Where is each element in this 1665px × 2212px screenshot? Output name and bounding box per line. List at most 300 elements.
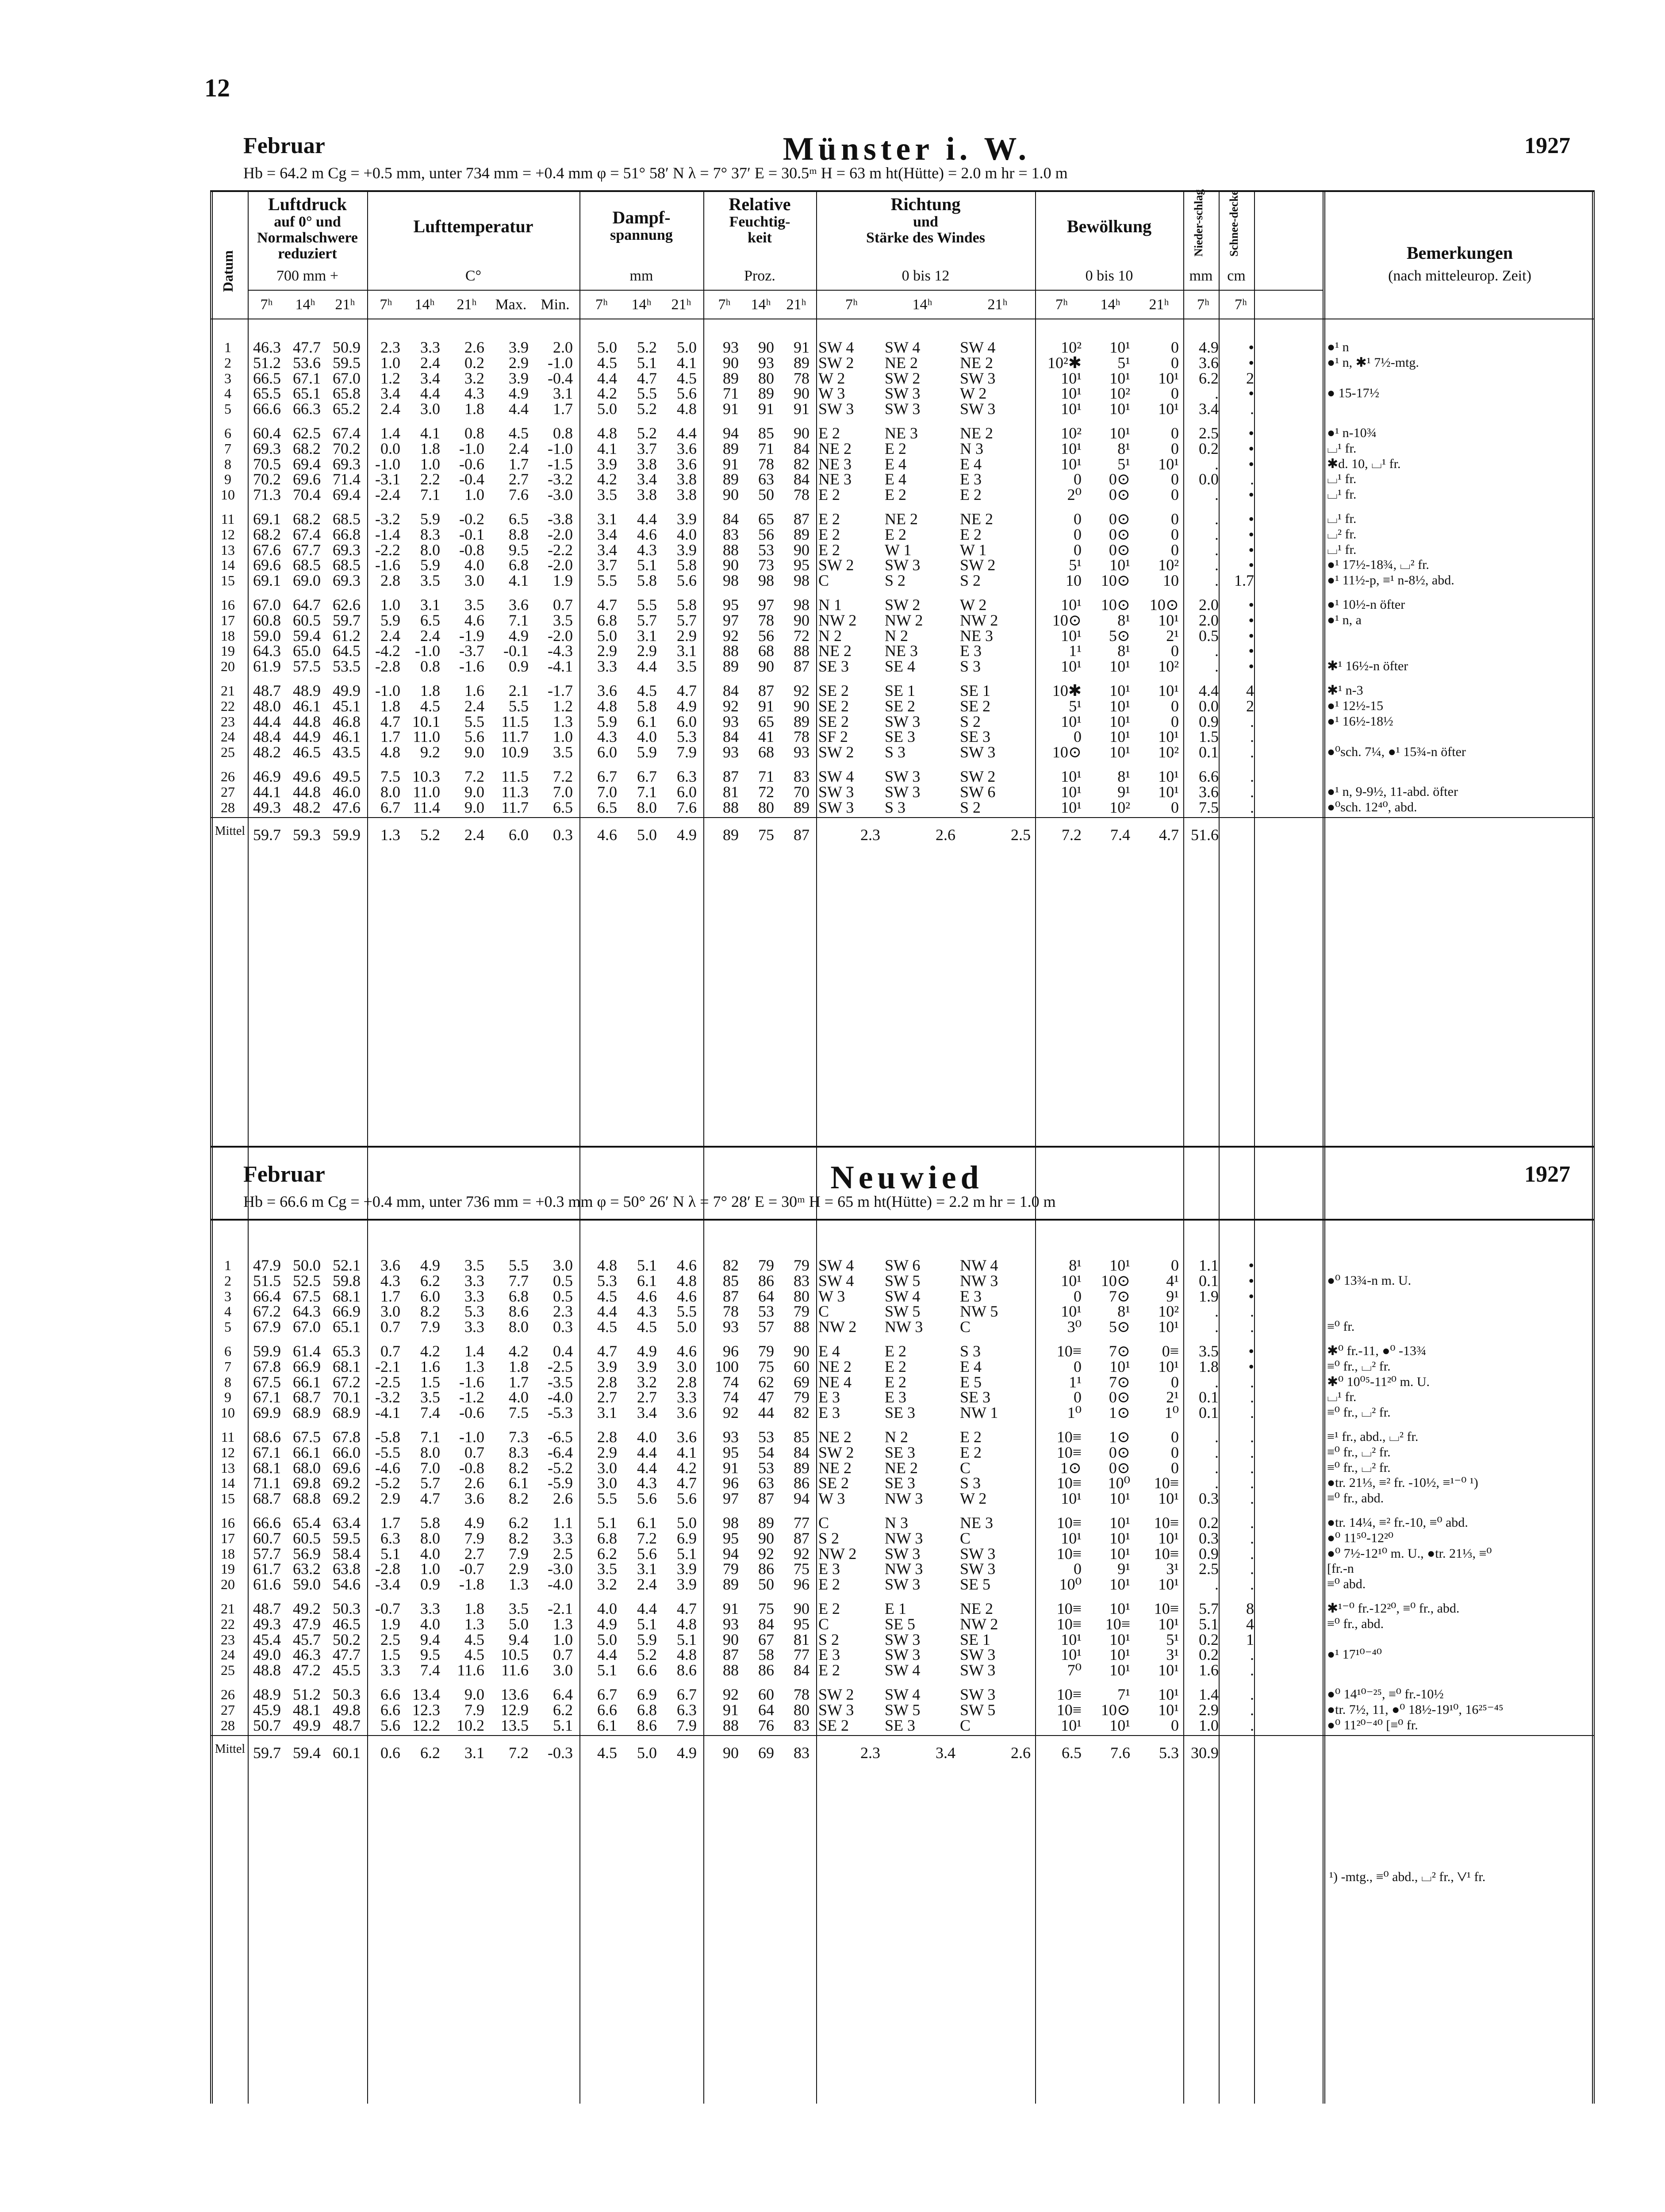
data-cell: E 2 bbox=[818, 1600, 840, 1617]
data-cell: 10¹ bbox=[1109, 1529, 1130, 1547]
data-cell: SW 4 bbox=[885, 1287, 921, 1305]
data-cell: . bbox=[1250, 1529, 1254, 1547]
data-cell: 10¹ bbox=[1109, 556, 1130, 574]
data-cell: 0 bbox=[1171, 525, 1179, 543]
data-cell: 6.1 bbox=[637, 1271, 657, 1290]
data-cell: 95 bbox=[723, 1443, 739, 1461]
data-cell: E 2 bbox=[885, 1373, 906, 1391]
data-cell: 5.5 bbox=[677, 1302, 697, 1321]
data-cell: 10¹ bbox=[1061, 439, 1082, 457]
data-cell: • bbox=[1248, 424, 1254, 442]
data-cell: N 3 bbox=[960, 439, 983, 457]
header-lufttemperatur bbox=[367, 217, 579, 236]
data-cell: 69.4 bbox=[293, 455, 321, 473]
data-cell: 5.0 bbox=[677, 1514, 697, 1532]
data-cell: 7.5 bbox=[380, 768, 400, 785]
data-cell: 5.6 bbox=[464, 728, 484, 746]
data-cell: 5.8 bbox=[637, 697, 657, 715]
data-cell: 1.7 bbox=[380, 1514, 400, 1532]
data-cell: 1.0 bbox=[420, 1560, 440, 1578]
data-cell: 0.2 bbox=[1199, 1646, 1219, 1664]
data-cell: SE 3 bbox=[818, 657, 849, 676]
data-cell: 10≡ bbox=[1056, 1514, 1082, 1532]
data-cell: 8.3 bbox=[420, 525, 440, 543]
data-cell: 2.4 bbox=[420, 353, 440, 372]
data-cell: 71.4 bbox=[333, 470, 361, 488]
data-cell: . bbox=[1250, 1544, 1254, 1563]
data-cell: 10≡ bbox=[1056, 1342, 1082, 1360]
data-cell: 68.7 bbox=[293, 1388, 321, 1406]
data-cell: 7.7 bbox=[509, 1271, 529, 1290]
data-cell: 7.5 bbox=[1199, 798, 1219, 816]
data-cell: 68.2 bbox=[253, 525, 281, 543]
data-cell: 52.5 bbox=[293, 1271, 321, 1290]
data-cell: SW 3 bbox=[885, 1575, 921, 1594]
data-cell: . bbox=[1250, 1661, 1254, 1679]
data-cell: . bbox=[1250, 470, 1254, 488]
remark: ≡¹ fr., abd., ⌴² fr. bbox=[1327, 1429, 1419, 1444]
data-cell: 10¹ bbox=[1158, 1701, 1179, 1719]
data-cell: SW 3 bbox=[885, 400, 921, 418]
data-cell: -6.5 bbox=[548, 1428, 573, 1446]
data-cell: 46.3 bbox=[253, 338, 281, 356]
day-number: 4 bbox=[224, 385, 231, 402]
data-cell: 66.6 bbox=[253, 400, 281, 418]
data-cell: 45.4 bbox=[253, 1630, 281, 1648]
data-cell: . bbox=[1250, 400, 1254, 418]
data-cell: 5.5 bbox=[637, 384, 657, 403]
data-cell: 64 bbox=[758, 1287, 774, 1305]
data-cell: SW 3 bbox=[885, 384, 921, 403]
data-cell: 10≡ bbox=[1056, 1686, 1082, 1703]
data-cell: 67.7 bbox=[293, 541, 321, 559]
data-cell: 0.3 bbox=[1199, 1490, 1219, 1508]
data-cell: -5.2 bbox=[375, 1474, 400, 1492]
data-cell: 8¹ bbox=[1117, 439, 1130, 457]
data-cell: -1.4 bbox=[375, 525, 400, 543]
data-cell: 3.5 bbox=[509, 1600, 529, 1617]
data-cell: 1.8 bbox=[420, 439, 440, 457]
data-cell: 50.3 bbox=[333, 1686, 361, 1703]
data-cell: . bbox=[1215, 572, 1219, 590]
data-cell: 59.0 bbox=[253, 626, 281, 645]
data-cell: . bbox=[1250, 783, 1254, 801]
data-cell: 9¹ bbox=[1166, 1287, 1179, 1305]
day-number: 25 bbox=[221, 744, 235, 760]
data-cell: 0 bbox=[1171, 486, 1179, 504]
data-cell: 66.0 bbox=[333, 1443, 361, 1461]
data-cell: NW 3 bbox=[885, 1490, 923, 1508]
data-cell: E 4 bbox=[885, 455, 906, 473]
data-cell: 91 bbox=[758, 400, 774, 418]
data-cell: 7⊙ bbox=[1109, 1373, 1130, 1391]
mittel-rule bbox=[210, 1735, 1595, 1736]
data-cell: S 3 bbox=[885, 743, 906, 761]
data-cell: 49.9 bbox=[333, 682, 361, 699]
header-relative-feuchtigkeit bbox=[703, 195, 816, 246]
day-number: 18 bbox=[221, 1545, 235, 1562]
data-cell: 59.9 bbox=[253, 1342, 281, 1360]
data-cell: 92 bbox=[723, 626, 739, 645]
mittel-value: 6.0 bbox=[509, 826, 529, 844]
data-cell: • bbox=[1248, 541, 1254, 559]
data-cell: 4.7 bbox=[677, 682, 697, 699]
day-number: 2 bbox=[224, 1272, 231, 1289]
data-cell: 1.7 bbox=[509, 455, 529, 473]
data-cell: SW 3 bbox=[885, 1630, 921, 1648]
data-cell: 0 bbox=[1171, 439, 1179, 457]
data-cell: 11.3 bbox=[501, 783, 529, 801]
data-cell: 10² bbox=[1109, 798, 1130, 816]
data-cell: 66.1 bbox=[293, 1373, 321, 1391]
data-cell: 4.6 bbox=[464, 611, 484, 629]
data-cell: 76 bbox=[758, 1716, 774, 1734]
data-cell: -1.0 bbox=[459, 439, 484, 457]
data-cell: 3.4 bbox=[637, 1404, 657, 1422]
data-cell: 49.9 bbox=[293, 1716, 321, 1734]
day-number: 3 bbox=[224, 370, 231, 386]
day-number: 21 bbox=[221, 683, 235, 699]
data-cell: 0 bbox=[1074, 1560, 1082, 1578]
data-cell: 3.3 bbox=[597, 657, 617, 676]
data-cell: 11.7 bbox=[501, 798, 529, 816]
data-cell: E 3 bbox=[818, 1560, 840, 1578]
data-cell: 79 bbox=[794, 1388, 809, 1406]
data-cell: -3.1 bbox=[375, 470, 400, 488]
hour-label: 14ʰ bbox=[1100, 296, 1120, 313]
data-cell: SE 3 bbox=[885, 1716, 916, 1734]
data-cell: 10¹ bbox=[1158, 1575, 1179, 1594]
data-cell: 67.0 bbox=[333, 369, 361, 387]
data-cell: 6.6 bbox=[380, 1701, 400, 1719]
data-cell: . bbox=[1250, 1575, 1254, 1594]
data-cell: SW 5 bbox=[960, 1701, 996, 1719]
data-cell: 53 bbox=[758, 541, 774, 559]
data-cell: 96 bbox=[723, 1342, 739, 1360]
data-cell: 86 bbox=[758, 1560, 774, 1578]
data-cell: 90 bbox=[758, 338, 774, 356]
data-cell: 4.0 bbox=[597, 1600, 617, 1617]
data-cell: SE 1 bbox=[960, 682, 991, 699]
data-cell: 100 bbox=[715, 1357, 739, 1375]
data-cell: 1.7 bbox=[553, 400, 573, 418]
data-cell: 0⊙ bbox=[1109, 470, 1130, 488]
data-cell: N 1 bbox=[818, 596, 842, 614]
data-cell: • bbox=[1248, 1342, 1254, 1360]
data-cell: 3.6 bbox=[1199, 353, 1219, 372]
mittel-value: 4.5 bbox=[597, 1744, 617, 1762]
data-cell: SE 2 bbox=[818, 1474, 849, 1492]
data-cell: 59.5 bbox=[333, 353, 361, 372]
data-cell: 88 bbox=[723, 642, 739, 660]
data-cell: 50 bbox=[758, 1575, 774, 1594]
data-cell: -2.5 bbox=[375, 1373, 400, 1391]
data-cell: 90 bbox=[794, 1600, 809, 1617]
data-cell: 10² bbox=[1158, 657, 1179, 676]
mittel-value: 5.2 bbox=[420, 826, 440, 844]
data-cell: 87 bbox=[794, 1529, 809, 1547]
data-cell: SW 2 bbox=[818, 1686, 854, 1703]
data-cell: 97 bbox=[723, 611, 739, 629]
header-luftdruck-line: reduziert bbox=[278, 246, 337, 262]
data-cell: 7.3 bbox=[509, 1428, 529, 1446]
data-cell: 3.9 bbox=[509, 369, 529, 387]
data-cell: 1¹ bbox=[1069, 1373, 1082, 1391]
data-cell: 5.2 bbox=[637, 400, 657, 418]
remark: ●¹ 10½-n öfter bbox=[1327, 597, 1405, 612]
data-cell: 3.4 bbox=[597, 525, 617, 543]
data-cell: 6.8 bbox=[509, 556, 529, 574]
data-cell: 4.4 bbox=[509, 400, 529, 418]
data-cell: 8.2 bbox=[509, 1459, 529, 1477]
data-cell: • bbox=[1248, 1287, 1254, 1305]
data-cell: 5.9 bbox=[637, 1630, 657, 1648]
data-cell: 10¹ bbox=[1061, 400, 1082, 418]
data-cell: 2.5 bbox=[380, 1630, 400, 1648]
data-cell: 2.8 bbox=[597, 1373, 617, 1391]
mittel-label: Mittel bbox=[215, 824, 246, 838]
data-cell: 51.5 bbox=[253, 1271, 281, 1290]
data-cell: 10¹ bbox=[1109, 743, 1130, 761]
data-cell: 0 bbox=[1171, 798, 1179, 816]
remark: ⌴¹ fr. bbox=[1327, 542, 1357, 557]
data-cell: 58 bbox=[758, 1646, 774, 1664]
data-cell: 0 bbox=[1171, 424, 1179, 442]
data-cell: -4.3 bbox=[548, 642, 573, 660]
hour-label: 21ʰ bbox=[786, 296, 806, 313]
data-cell: SE 2 bbox=[885, 697, 916, 715]
data-cell: 90 bbox=[794, 611, 809, 629]
data-cell: 82 bbox=[723, 1256, 739, 1274]
data-cell: 48.7 bbox=[333, 1716, 361, 1734]
day-number: 8 bbox=[224, 456, 231, 472]
data-cell: 59.5 bbox=[333, 1529, 361, 1547]
data-cell: 1.4 bbox=[380, 424, 400, 442]
data-cell: 10¹ bbox=[1061, 369, 1082, 387]
data-cell: 67.0 bbox=[253, 596, 281, 614]
data-cell: 6.8 bbox=[597, 611, 617, 629]
data-cell: N 2 bbox=[885, 626, 908, 645]
remark: ●¹ 11½-p, ≡¹ n-8½, abd. bbox=[1327, 573, 1454, 588]
data-cell: 6.8 bbox=[637, 1701, 657, 1719]
data-cell: 4.0 bbox=[637, 728, 657, 746]
data-cell: 0.3 bbox=[1199, 1529, 1219, 1547]
data-cell: -1.2 bbox=[459, 1388, 484, 1406]
data-cell: SE 3 bbox=[885, 1474, 916, 1492]
data-cell: E 2 bbox=[818, 1575, 840, 1594]
data-cell: 3.2 bbox=[464, 369, 484, 387]
data-cell: 11.5 bbox=[501, 712, 529, 730]
data-cell: 96 bbox=[723, 1474, 739, 1492]
data-cell: 68.5 bbox=[333, 556, 361, 574]
data-cell: 7.6 bbox=[509, 486, 529, 504]
header-bemerkungen bbox=[1327, 243, 1592, 263]
data-cell: 4.2 bbox=[597, 470, 617, 488]
data-cell: 4.4 bbox=[637, 1600, 657, 1617]
data-cell: 84 bbox=[794, 470, 809, 488]
data-cell: 5.2 bbox=[637, 424, 657, 442]
data-cell: 12.9 bbox=[501, 1701, 529, 1719]
remark: ●¹ 17½-18¾, ⌴² fr. bbox=[1327, 557, 1429, 572]
data-cell: 2.6 bbox=[464, 338, 484, 356]
data-cell: 77 bbox=[794, 1514, 809, 1532]
mittel-value: 30.9 bbox=[1191, 1744, 1219, 1762]
data-cell: 5¹ bbox=[1069, 697, 1082, 715]
header-wind bbox=[816, 195, 1035, 246]
data-cell: 3.6 bbox=[509, 596, 529, 614]
data-cell: 69.6 bbox=[253, 556, 281, 574]
data-cell: 4.0 bbox=[420, 1544, 440, 1563]
data-cell: -4.0 bbox=[548, 1575, 573, 1594]
data-cell: 86 bbox=[794, 1474, 809, 1492]
header-wind-line: Stärke des Windes bbox=[866, 230, 985, 246]
data-cell: 4.0 bbox=[420, 1615, 440, 1633]
data-cell: S 2 bbox=[960, 712, 981, 730]
data-cell: 48.9 bbox=[293, 682, 321, 699]
hour-label: 14ʰ bbox=[631, 296, 652, 313]
data-cell: 1.3 bbox=[553, 1615, 573, 1633]
data-cell: 6.7 bbox=[677, 1686, 697, 1703]
data-cell: NE 2 bbox=[818, 439, 852, 457]
data-cell: -2.4 bbox=[375, 486, 400, 504]
data-cell: 0 bbox=[1171, 510, 1179, 528]
data-cell: NE 3 bbox=[818, 455, 852, 473]
data-cell: 63 bbox=[758, 1474, 774, 1492]
remark: ✱⁰ fr.-11, ●⁰ -13¾ bbox=[1327, 1344, 1427, 1358]
data-cell: W 2 bbox=[960, 596, 987, 614]
day-number: 12 bbox=[221, 526, 235, 542]
data-cell: 4.7 bbox=[380, 712, 400, 730]
data-cell: -4.6 bbox=[375, 1459, 400, 1477]
data-cell: 10¹ bbox=[1109, 682, 1130, 699]
data-cell: 7.0 bbox=[597, 783, 617, 801]
data-cell: 10¹ bbox=[1109, 400, 1130, 418]
header-relative-feuchtigkeit-line: keit bbox=[748, 230, 772, 246]
remark: ≡⁰ fr., ⌴² fr. bbox=[1327, 1359, 1391, 1374]
page-number: 12 bbox=[204, 73, 230, 102]
data-cell: . bbox=[1215, 1318, 1219, 1336]
data-cell: 67.8 bbox=[333, 1428, 361, 1446]
data-cell: 84 bbox=[794, 439, 809, 457]
data-cell: 44.4 bbox=[253, 712, 281, 730]
data-cell: . bbox=[1215, 486, 1219, 504]
data-cell: 1.8 bbox=[1199, 1357, 1219, 1375]
data-cell: 3.5 bbox=[553, 611, 573, 629]
data-cell: W 2 bbox=[818, 369, 845, 387]
remark: ⌴¹ fr. bbox=[1327, 1390, 1357, 1405]
data-cell: 48.1 bbox=[293, 1701, 321, 1719]
data-cell: 93 bbox=[794, 743, 809, 761]
data-cell: 50.0 bbox=[293, 1256, 321, 1274]
data-cell: 48.4 bbox=[253, 728, 281, 746]
data-cell: . bbox=[1215, 1302, 1219, 1321]
mittel-value: 87 bbox=[794, 826, 809, 844]
data-cell: 12.2 bbox=[412, 1716, 440, 1734]
data-cell: 3.8 bbox=[637, 455, 657, 473]
day-number: 10 bbox=[221, 1405, 235, 1421]
remark: ●⁰sch. 7¼, ●¹ 15¾-n öfter bbox=[1327, 745, 1466, 760]
data-cell: 0.1 bbox=[1199, 1404, 1219, 1422]
data-cell: 6.1 bbox=[597, 1716, 617, 1734]
data-cell: 3.5 bbox=[464, 1256, 484, 1274]
data-cell: • bbox=[1248, 338, 1254, 356]
data-cell: 10¹ bbox=[1158, 1661, 1179, 1679]
data-cell: 50.3 bbox=[333, 1600, 361, 1617]
mittel-value: 0.3 bbox=[553, 826, 573, 844]
data-cell: 6.9 bbox=[677, 1529, 697, 1547]
data-cell: 89 bbox=[723, 470, 739, 488]
data-cell: 0 bbox=[1171, 712, 1179, 730]
data-cell: W 2 bbox=[960, 384, 987, 403]
data-cell: 1.1 bbox=[553, 1514, 573, 1532]
data-cell: 3.1 bbox=[637, 1560, 657, 1578]
data-cell: 7⊙ bbox=[1109, 1342, 1130, 1360]
data-cell: 8¹ bbox=[1069, 1256, 1082, 1274]
data-cell: NE 2 bbox=[885, 1459, 918, 1477]
data-cell: 0≡ bbox=[1162, 1342, 1179, 1360]
data-cell: -1.0 bbox=[375, 455, 400, 473]
data-cell: 4.4 bbox=[677, 424, 697, 442]
data-cell: 48.2 bbox=[253, 743, 281, 761]
data-cell: 9.0 bbox=[464, 798, 484, 816]
data-cell: 70.2 bbox=[253, 470, 281, 488]
data-cell: 10¹ bbox=[1109, 657, 1130, 676]
data-cell: 90 bbox=[723, 1630, 739, 1648]
data-cell: 9.2 bbox=[420, 743, 440, 761]
data-cell: 4.8 bbox=[597, 697, 617, 715]
data-cell: 50.9 bbox=[333, 338, 361, 356]
day-number: 16 bbox=[221, 1515, 235, 1531]
data-cell: 98 bbox=[758, 572, 774, 590]
data-cell: 90 bbox=[794, 1342, 809, 1360]
data-cell: 8.6 bbox=[677, 1661, 697, 1679]
data-cell: 10¹ bbox=[1061, 596, 1082, 614]
year-label: 1927 bbox=[1524, 1162, 1570, 1187]
data-cell: 2.9 bbox=[509, 353, 529, 372]
data-cell: 89 bbox=[723, 1575, 739, 1594]
data-cell: -1.0 bbox=[375, 682, 400, 699]
data-cell: 3.0 bbox=[677, 1357, 697, 1375]
data-cell: 0 bbox=[1074, 728, 1082, 746]
data-cell: E 4 bbox=[960, 455, 982, 473]
data-cell: 4.5 bbox=[597, 353, 617, 372]
data-cell: 60 bbox=[794, 1357, 809, 1375]
data-cell: 60.5 bbox=[293, 1529, 321, 1547]
data-cell: 5.7 bbox=[1199, 1600, 1219, 1617]
data-cell: 4.3 bbox=[637, 1474, 657, 1492]
data-cell: 84 bbox=[723, 728, 739, 746]
data-cell: 9.0 bbox=[464, 743, 484, 761]
data-cell: SE 1 bbox=[960, 1630, 991, 1648]
day-number: 19 bbox=[221, 643, 235, 659]
data-cell: 1.3 bbox=[509, 1575, 529, 1594]
data-cell: -1.0 bbox=[459, 1428, 484, 1446]
data-cell: 6.7 bbox=[597, 768, 617, 785]
data-cell: 6.8 bbox=[597, 1529, 617, 1547]
data-cell: 5.6 bbox=[677, 384, 697, 403]
data-cell: 49.0 bbox=[253, 1646, 281, 1664]
data-cell: 95 bbox=[794, 556, 809, 574]
data-cell: 3.9 bbox=[509, 338, 529, 356]
data-cell: 8.0 bbox=[420, 541, 440, 559]
data-cell: 3.6 bbox=[380, 1256, 400, 1274]
data-cell: 1.9 bbox=[1199, 1287, 1219, 1305]
remark: ≡⁰ fr., ⌴² fr. bbox=[1327, 1405, 1391, 1420]
data-cell: 3.5 bbox=[420, 572, 440, 590]
data-cell: S 3 bbox=[960, 657, 981, 676]
data-cell: 2.4 bbox=[380, 400, 400, 418]
header-bemerkungen-line: Bemerkungen bbox=[1407, 243, 1513, 263]
